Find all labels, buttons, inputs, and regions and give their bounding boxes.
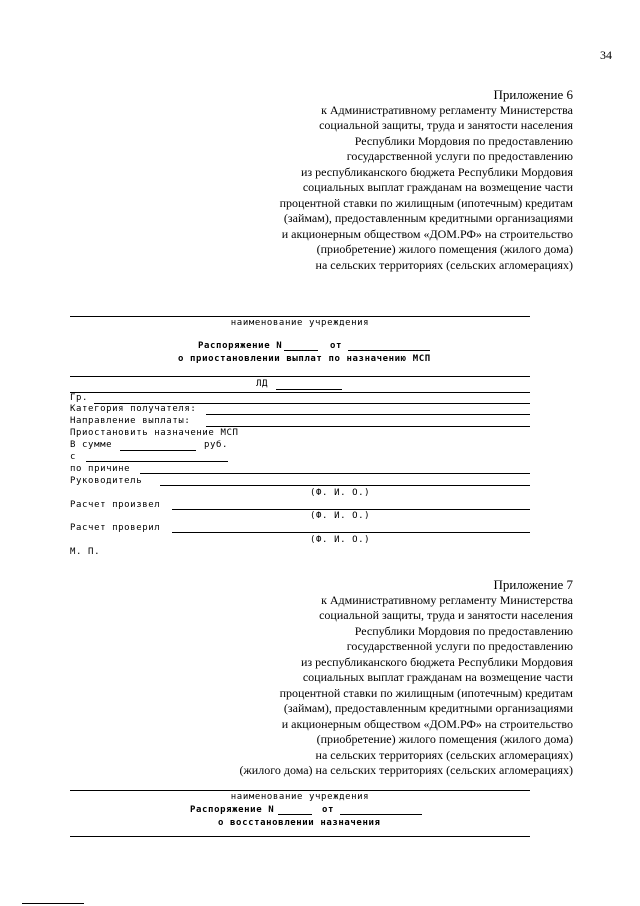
- head-field[interactable]: [160, 475, 530, 486]
- sum-currency: руб.: [204, 440, 229, 450]
- suspend-label: Приостановить назначение МСП: [70, 428, 239, 438]
- calc-made-fio: (Ф. И. О.): [310, 511, 371, 521]
- citizen-label: Гр.: [70, 393, 89, 403]
- appendix-7-header: [240, 577, 573, 779]
- appendix-6-line: и акционерным обществом «ДОМ.РФ» на строительство: [281, 226, 573, 241]
- sum-field[interactable]: [120, 440, 196, 451]
- appendix-7-line: (займам), предоставленным кредитными организациями: [283, 701, 573, 715]
- direction-label: Направление выплаты:: [70, 416, 191, 426]
- appendix-7-line: Республики Мордовия по предоставлению: [354, 623, 573, 638]
- subject-rule: [70, 376, 530, 377]
- appendix-6-line: к Административному регламенту Министерства: [321, 102, 573, 117]
- appendix-7-line: социальных выплат гражданам на возмещение части: [302, 670, 573, 684]
- direction-field[interactable]: [206, 416, 530, 427]
- order-from: от: [330, 341, 343, 351]
- order-date-field-2[interactable]: [340, 804, 422, 815]
- institution-caption: наименование учреждения: [230, 318, 370, 328]
- appendix-7-line: процентной ставки по жилищным (ипотечным) кредитам: [279, 685, 573, 700]
- appendix-6-line: государственной услуги по предоставлению: [346, 149, 573, 163]
- calc-checked-label: Расчет проверил: [70, 523, 161, 533]
- appendix-6-line: социальной защиты, труда и занятости населения: [319, 118, 573, 132]
- institution-rule: [70, 316, 530, 317]
- ld-label: ЛД: [256, 379, 269, 389]
- order-title: [198, 341, 282, 351]
- institution-caption-2: наименование учреждения: [230, 792, 370, 802]
- order-subject-2: о восстановлении назначения: [218, 818, 381, 828]
- appendix-6-line: (приобретение) жилого помещения (жилого дома): [316, 242, 573, 256]
- since-field[interactable]: [86, 451, 228, 462]
- head-label: Руководитель: [70, 476, 143, 486]
- appendix-6-header: [280, 87, 573, 273]
- appendix-7-line: к Административному регламенту Министерства: [321, 592, 573, 607]
- appendix-6-line: (займам), предоставленным кредитными организациями: [283, 211, 573, 225]
- appendix-6-line: на сельских территориях (сельских агломерациях): [315, 257, 573, 272]
- institution-rule-2: [70, 790, 530, 791]
- appendix-7-line: государственной услуги по предоставлению: [346, 639, 573, 653]
- appendix-7-title: Приложение 7: [493, 577, 573, 592]
- calc-made-field[interactable]: [172, 499, 530, 510]
- order-date-field[interactable]: [348, 340, 430, 351]
- appendix-6-line: из республиканского бюджета Республики Мордовия: [300, 164, 573, 179]
- appendix-6-line: процентной ставки по жилищным (ипотечным) кредитам: [279, 195, 573, 210]
- reason-field[interactable]: [140, 463, 530, 474]
- ld-field[interactable]: [276, 379, 342, 390]
- appendix-6-title: Приложение 6: [493, 87, 573, 102]
- page-number: 34: [600, 48, 612, 62]
- stamp-place: М. П.: [70, 547, 101, 557]
- appendix-7-line: на сельских территориях (сельских агломерациях): [315, 747, 573, 762]
- category-label: Категория получателя:: [70, 404, 197, 414]
- category-field[interactable]: [206, 404, 530, 415]
- appendix-7-line: из республиканского бюджета Республики Мордовия: [300, 654, 573, 669]
- order-label: Распоряжение N: [198, 341, 283, 351]
- appendix-6-line: социальных выплат гражданам на возмещение части: [302, 180, 573, 194]
- since-label: с: [70, 452, 77, 462]
- calc-made-label: Расчет произвел: [70, 500, 161, 510]
- subject-rule-2: [70, 836, 530, 837]
- appendix-7-line: (приобретение) жилого помещения (жилого дома): [316, 732, 573, 746]
- appendix-6-line: Республики Мордовия по предоставлению: [354, 133, 573, 148]
- order-title-2: Распоряжение N: [190, 805, 275, 815]
- sum-label: В сумме: [70, 440, 113, 450]
- order-subject: о приостановлении выплат по назначению МСП: [178, 354, 431, 364]
- appendix-7-line: (жилого дома) на сельских территориях (сельских агломерациях): [239, 763, 573, 777]
- order-number-field-2[interactable]: [278, 804, 312, 815]
- appendix-7-line: и акционерным обществом «ДОМ.РФ» на строительство: [281, 716, 573, 731]
- order-from-2: от: [322, 805, 335, 815]
- citizen-field[interactable]: [94, 393, 530, 404]
- head-fio: (Ф. И. О.): [310, 488, 371, 498]
- calc-checked-fio: (Ф. И. О.): [310, 535, 371, 545]
- appendix-7-line: социальной защиты, труда и занятости населения: [319, 608, 573, 622]
- reason-label: по причине: [70, 464, 131, 474]
- order-number-field[interactable]: [284, 340, 318, 351]
- footnote-separator: [22, 903, 84, 904]
- calc-checked-field[interactable]: [172, 522, 530, 533]
